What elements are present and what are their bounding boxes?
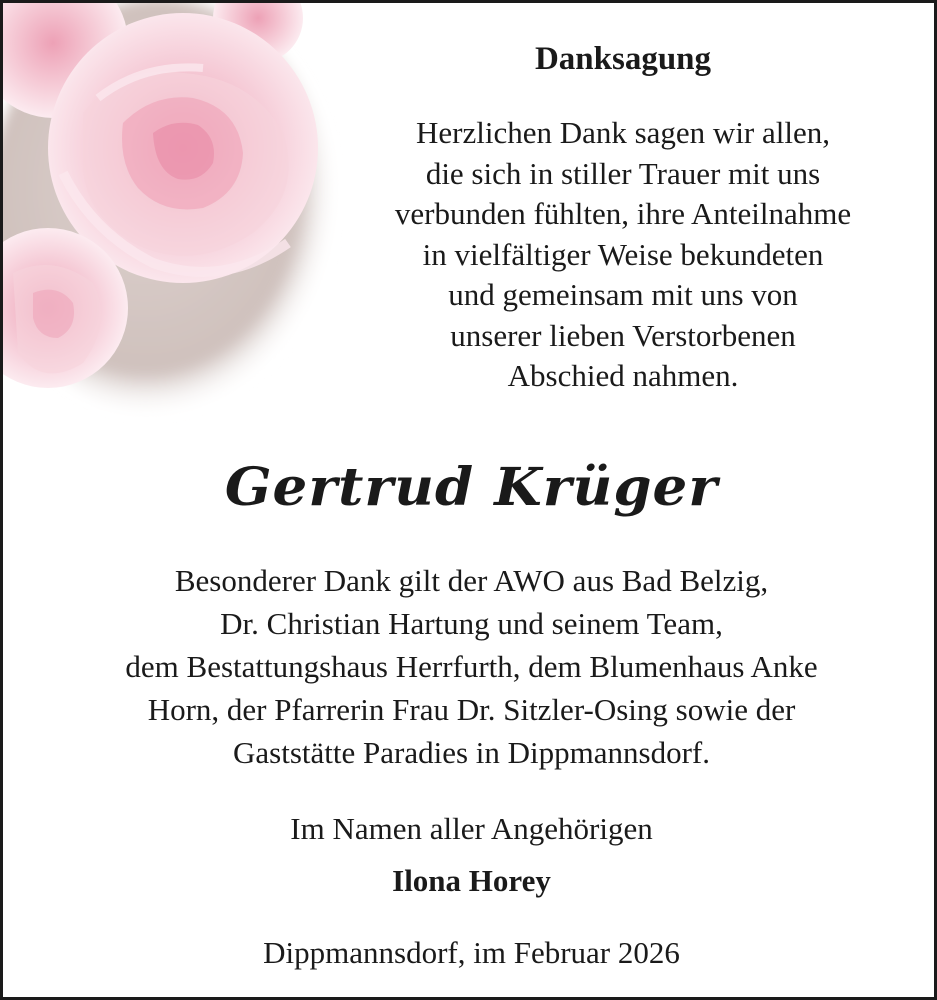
place-and-date: Dippmannsdorf, im Februar 2026 [263, 935, 680, 970]
intro-text [333, 113, 913, 397]
thanks-line: Besonderer Dank gilt der AWO aus Bad Belzig, [174, 563, 769, 598]
pink-carnation-flowers-image [3, 3, 343, 423]
thanks-line: Dr. Christian Hartung und seinem Team, [220, 606, 723, 641]
intro-line: Herzlichen Dank sagen wir allen, [415, 115, 831, 150]
thanks-line: Horn, der Pfarrerin Frau Dr. Sitzler-Osing sowie der [147, 692, 796, 727]
intro-line: unserer lieben Verstorbenen [450, 317, 796, 353]
intro-line: verbunden fühlten, ihre Anteilnahme [394, 196, 852, 231]
thanks-line: Gaststätte Paradies in Dippmannsdorf. [233, 735, 710, 770]
deceased-name: Gertrud Krüger [224, 457, 719, 518]
intro-line: und gemeinsam mit uns von [448, 277, 798, 312]
intro-line: in vielfältiger Weise bekundeten [422, 236, 824, 272]
intro-line: Abschied nahmen. [507, 358, 739, 393]
signer-name: Ilona Horey [392, 863, 551, 898]
intro-line: die sich in stiller Trauer mit uns [425, 155, 821, 191]
thanks-line: dem Bestattungshaus Herrfurth, dem Blumenhaus Anke [125, 649, 818, 684]
closing-line: Im Namen aller Angehörigen [290, 811, 653, 846]
special-thanks-text [3, 559, 937, 774]
heading-danksagung: Danksagung [534, 41, 712, 77]
